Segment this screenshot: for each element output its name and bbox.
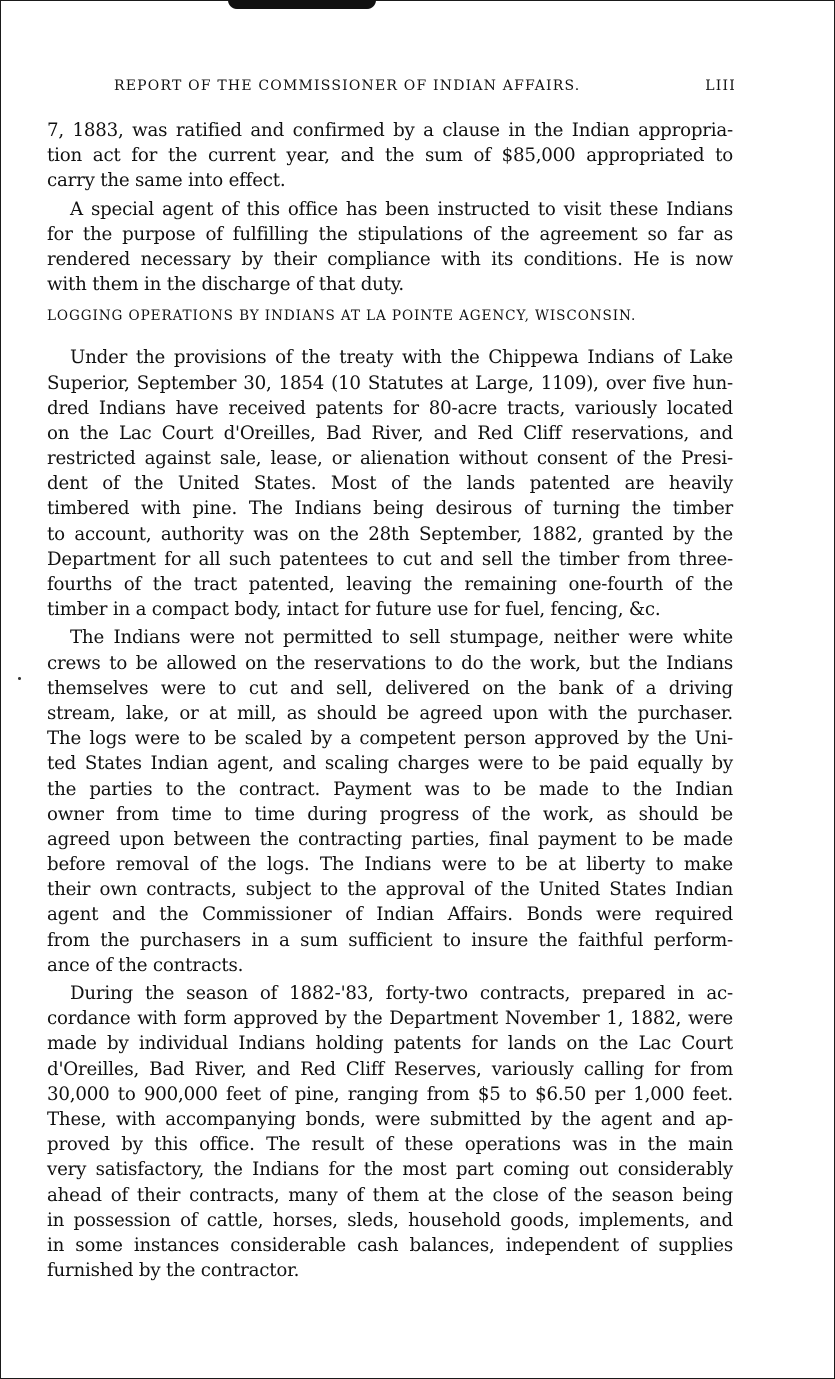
paragraph: [47, 625, 733, 978]
text-line: before removal of the logs. The Indians were to be at liberty to make: [47, 854, 733, 876]
text-line: Superior, September 30, 1854 (10 Statutes at Large, 1109), over five hun-: [47, 372, 733, 394]
margin-mark: [18, 677, 21, 680]
text-line: crews to be allowed on the reservations to do the work, but the Indians: [47, 652, 733, 674]
text-line: themselves were to cut and sell, delivered on the bank of a driving: [47, 677, 733, 699]
text-line: in some instances considerable cash balances, independent of supplies: [47, 1234, 733, 1256]
text-line: in possession of cattle, horses, sleds, household goods, implements, and: [47, 1209, 733, 1231]
page-number: LIII: [705, 78, 736, 94]
text-line: dred Indians have received patents for 80-acre tracts, variously located: [47, 397, 733, 419]
text-line: agent and the Commissioner of Indian Affairs. Bonds were required: [47, 904, 733, 926]
text-line: cordance with form approved by the Department November 1, 1882, were: [47, 1008, 733, 1030]
text-line: These, with accompanying bonds, were submitted by the agent and ap-: [47, 1108, 733, 1130]
text-line: rendered necessary by their compliance with its conditions. He is now: [47, 248, 733, 270]
section-heading: LOGGING OPERATIONS BY INDIANS AT LA POINTE AGENCY, WISCONSIN.: [47, 308, 637, 325]
paragraph: [47, 345, 733, 622]
paragraph: [47, 197, 733, 298]
paragraph: [47, 981, 733, 1283]
text-line: restricted against sale, lease, or alienation without consent of the Presi-: [47, 448, 733, 470]
text-line: on the Lac Court d'Oreilles, Bad River, and Red Cliff reservations, and: [47, 422, 733, 444]
text-line: dent of the United States. Most of the lands patented are heavily: [47, 473, 733, 495]
text-line: d'Oreilles, Bad River, and Red Cliff Reserves, variously calling for from: [47, 1058, 733, 1080]
text-line: ted States Indian agent, and scaling charges were to be paid equally by: [47, 753, 733, 775]
running-head-title: REPORT OF THE COMMISSIONER OF INDIAN AFFAIRS.: [114, 78, 581, 94]
text-line: ance of the contracts.: [47, 954, 244, 976]
text-line: Department for all such patentees to cut and sell the timber from three-: [47, 548, 733, 570]
text-line: Under the provisions of the treaty with the Chippewa Indians of Lake: [70, 347, 733, 369]
text-line: 30,000 to 900,000 feet of pine, ranging from $5 to $6.50 per 1,000 feet.: [47, 1083, 733, 1105]
text-line: fourths of the tract patented, leaving the remaining one-fourth of the: [47, 574, 733, 595]
text-line: The logs were to be scaled by a competent person approved by the Uni-: [47, 728, 733, 750]
text-line: timbered with pine. The Indians being desirous of turning the timber: [47, 498, 733, 520]
text-line: from the purchasers in a sum sufficient to insure the faithful perform-: [47, 929, 733, 951]
text-line: proved by this office. The result of these operations was in the main: [47, 1134, 733, 1156]
text-line: made by individual Indians holding patents for lands on the Lac Court: [47, 1033, 733, 1055]
text-line: A special agent of this office has been instructed to visit these Indians: [70, 198, 733, 220]
text-line: for the purpose of fulfilling the stipulations of the agreement so far as: [47, 223, 733, 245]
text-line: stream, lake, or at mill, as should be agreed upon with the purchaser.: [47, 702, 733, 724]
body-text: [47, 118, 733, 1283]
text-line: carry the same into effect.: [47, 170, 286, 192]
text-line: During the season of 1882-'83, forty-two contracts, prepared in ac-: [70, 983, 733, 1004]
binding-tab: [228, 0, 376, 9]
text-line: furnished by the contractor.: [47, 1260, 300, 1282]
text-line: very satisfactory, the Indians for the most part coming out considerably: [47, 1159, 733, 1181]
text-line: timber in a compact body, intact for future use for fuel, fencing, &c.: [47, 599, 661, 621]
text-line: ahead of their contracts, many of them at the close of the season being: [47, 1184, 733, 1206]
text-line: The Indians were not permitted to sell stumpage, neither were white: [70, 627, 733, 649]
text-line: the parties to the contract. Payment was to be made to the Indian: [47, 778, 733, 800]
text-line: owner from time to time during progress of the work, as should be: [47, 803, 733, 825]
text-line: agreed upon between the contracting parties, final payment to be made: [47, 828, 733, 850]
paragraph: [47, 118, 733, 194]
text-line: tion act for the current year, and the sum of $85,000 appropriated to: [47, 145, 733, 167]
text-line: 7, 1883, was ratified and confirmed by a clause in the Indian appropria-: [47, 120, 733, 141]
text-line: their own contracts, subject to the approval of the United States Indian: [47, 879, 733, 901]
text-line: with them in the discharge of that duty.: [47, 274, 405, 296]
text-line: to account, authority was on the 28th September, 1882, granted by the: [47, 523, 733, 545]
